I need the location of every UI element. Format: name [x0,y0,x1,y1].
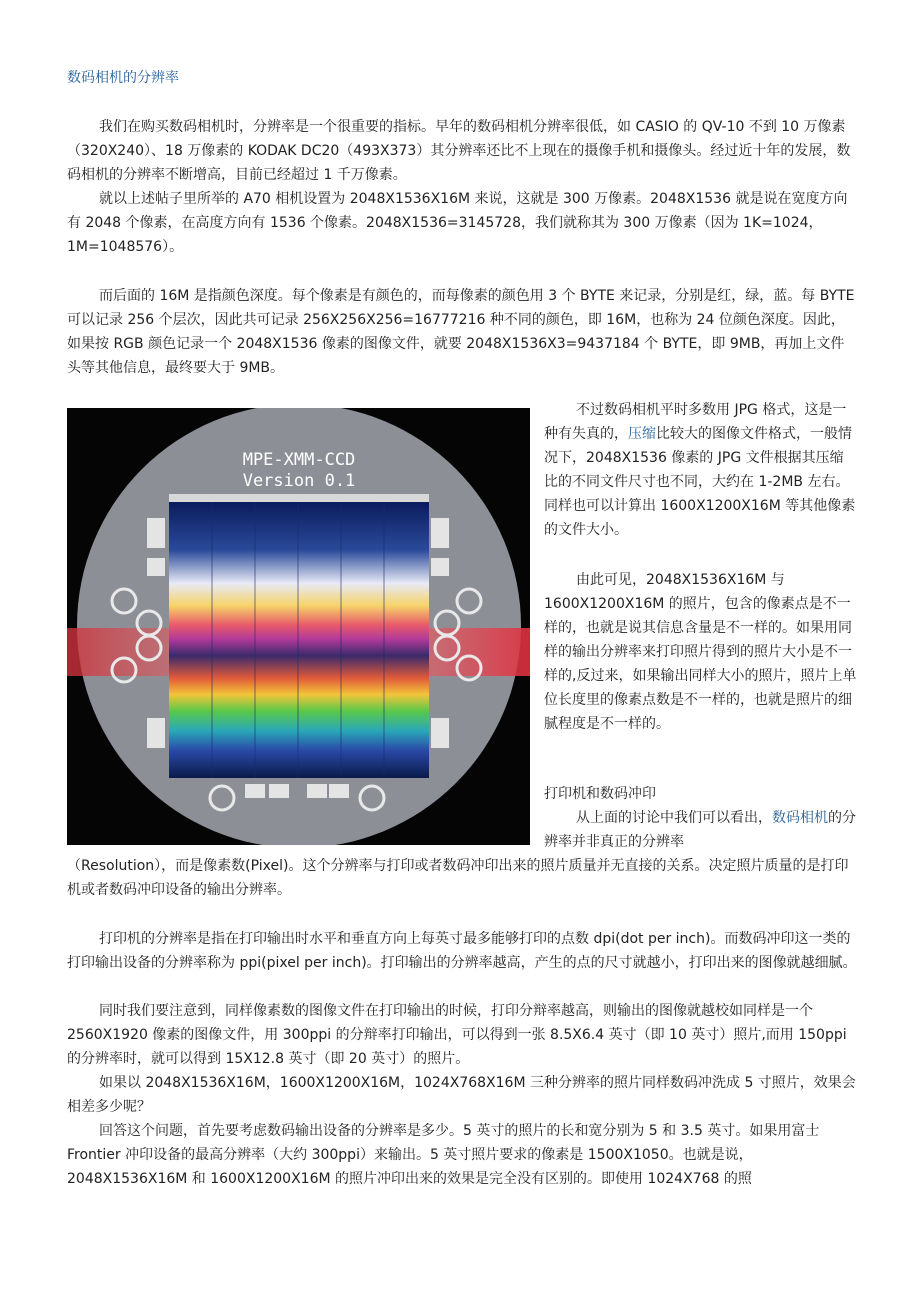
ccd-sensor-photo [67,408,530,845]
paragraph-1: 我们在购买数码相机时，分辨率是一个很重要的指标。早年的数码相机分辨率很低，如 CASIO 的 QV-10 不到 10 万像素（320X240）、18 万像素的 KODAK DC20（493X373）其分辨率还比不上现在的摄像手机和摄像头。经过近十年的发展，数码相机的分辨率不断增高，目前已经超过 1 千万像素。 [67,119,851,183]
paragraph-question: 如果以 2048X1536X16M，1600X1200X16M，1024X768X16M 三种分辨率的照片同样数码冲洗成 5 寸照片，效果会相差多少呢？ [67,1075,856,1115]
compression-link[interactable]: 压缩 [628,426,656,442]
side-paragraph-jpg [544,398,856,542]
side3-text-b: 的分辨率并非真正的分辨率 [544,810,856,850]
sensor-label-line1: MPE-XMM-CCD [242,450,356,470]
title-rest: 的分辨率 [123,70,179,86]
side1-text-a: 不过数码相机平时多数用 JPG 格式，这是一种有失真的， [544,402,847,442]
paragraph-resolution: （Resolution），而是像素数(Pixel)。这个分辨率与打印或者数码冲印出来的照片质量并无直接的关系。决定照片质量的是打印机或者数码冲印设备的输出分辨率。 [67,858,849,898]
paragraph-3: 而后面的 16M 是指颜色深度。每个像素是有颜色的，而每像素的颜色用 3 个 BYTE 来记录，分别是红，绿，蓝。每 BYTE 可以记录 256 个层次，因此共可记录 256X256X256=16777216 种不同的颜色，即 16M，也称为 24 位颜色深度。因此，如果按 RGB 颜色记录一个 2048X1536 像素的图像文件，就要 2048X1536X3=9437184 个 BYTE，即 9MB，再加上文件头等其他信息，最终要大于 9MB。 [67,288,855,376]
section-heading-printing: 打印机和数码冲印 [544,786,656,802]
article-title [67,66,467,90]
paragraph-output-size: 同时我们要注意到，同样像素数的图像文件在打印输出的时候，打印分辩率越高，则输出的图像就越校如同样是一个 2560X1920 像素的图像文件，用 300ppi 的分辩率打印输出，可以得到一张 8.5X6.4 英寸（即 10 英寸）照片,而用 150ppi 的分辨率时，就可以得到 15X12.8 英寸（即 20 英寸）的照片。 [67,1003,847,1067]
side-paragraph-comparison: 由此可见，2048X1536X16M 与 1600X1200X16M 的照片，包含的像素点是不一样的，也就是说其信息含量是不一样的。如果用同样的输出分辨率来打印照片得到的照片大小是不一样的,反过来，如果输出同样大小的照片，照片上单位长度里的像素点数是不一样的，也就是照片的细腻程度是不一样的。 [544,572,857,732]
paragraph-2: 就以上述帖子里所举的 A70 相机设置为 2048X1536X16M 来说，这就是 300 万像素。2048X1536 就是说在宽度方向有 2048 个像素，在高度方向有 1536 个像素。2048X1536=3145728，我们就称其为 300 万像素（因为 1K=1024，1M=1048576）。 [67,191,848,255]
sensor-label-line2: Version 0.1 [242,471,356,491]
paragraph-printer-resolution: 打印机的分辨率是指在打印输出时水平和垂直方向上每英寸最多能够打印的点数 dpi(dot per inch)。而数码冲印这一类的打印输出设备的分辨率称为 ppi(pixel per inch)。打印输出的分辨率越高，产生的点的尺寸就越小，打印出来的图像就越细腻。 [67,931,857,971]
ccd-sensor-illustration [67,408,530,845]
digital-camera-link[interactable]: 数码相机 [772,810,828,826]
paragraph-answer: 回答这个问题，首先要考虑数码输出设备的分辨率是多少。5 英寸的照片的长和宽分别为 5 和 3.5 英寸。如果用富士 Frontier 冲印设备的最高分辨率（大约 300ppi）来输出。5 英寸照片要求的像素是 1500X1050。也就是说，2048X1536X16M 和 1600X1200X16M 的照片冲印出来的效果是完全没有区别的。即使用 1024X768 的照 [67,1123,820,1187]
side3-text-a: 从上面的讨论中我们可以看出， [576,810,772,826]
title-link[interactable]: 数码相机 [67,70,123,86]
side1-text-b: 比较大的图像文件格式，一般情况下，2048X1536 像素的 JPG 文件根据其压缩比的不同文件尺寸也不同，大约在 1-2MB 左右。同样也可以计算出 1600X1200X16M 等其他像素的文件大小。 [544,426,856,538]
side-paragraph-printing [544,806,856,854]
